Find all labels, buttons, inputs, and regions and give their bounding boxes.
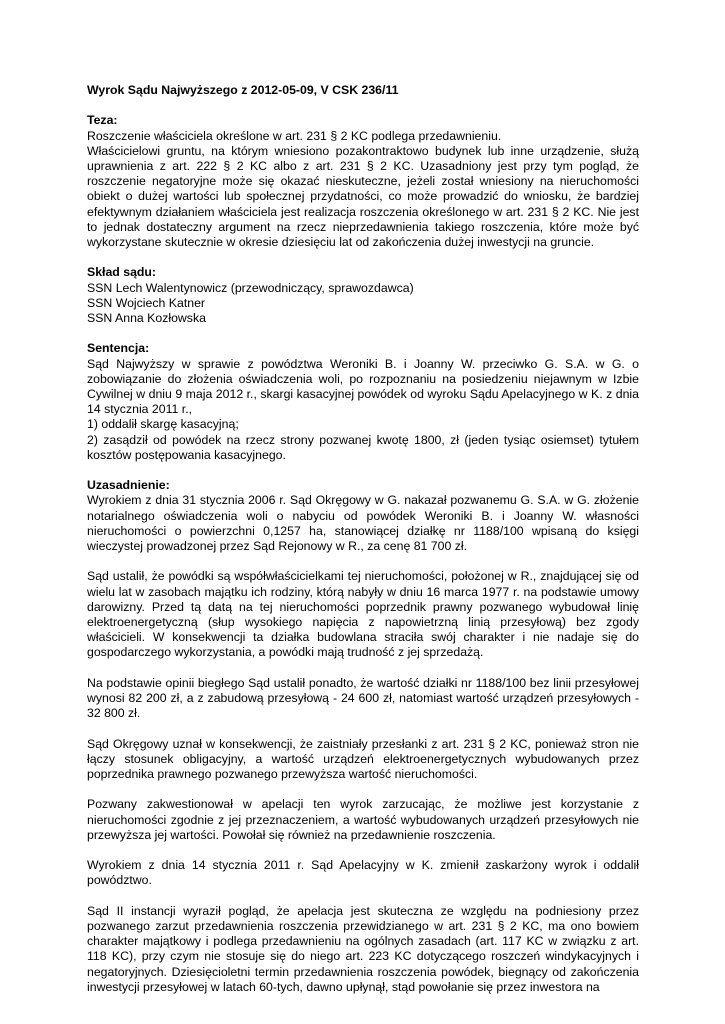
uzasadnienie-paragraph: Sąd Okręgowy uznał w konsekwencji, że zaistniały przesłanki z art. 231 § 2 KC, ponieważ stron nie łączy stosunek obligacyjny, a wartość urządzeń elektroenergetycznych wybudowanych przez poprzednika prawnego pozwanego przewyższa wartość nieruchomości. [87, 736, 639, 782]
sklad-member: SSN Anna Kozłowska [87, 311, 206, 326]
sentencja-point-1: 1) oddalił skargę kasacyjną; [87, 417, 239, 432]
sklad-member: SSN Wojciech Katner [87, 295, 206, 310]
uzasadnienie-section [87, 478, 639, 995]
uzasadnienie-paragraph: Sąd ustalił, że powódki są współwłaścicielkami tej nieruchomości, położonej w R., znajdującej się od wielu lat w zasobach majątku ich rodziny, którą nabyły w dniu 16 marca 1977 r. na podstawie umowy darowizny. Przed tą datą na tej nieruchomości poprzednik prawny pozwanego wybudował linię elektroenergetyczną (słup wysokiego napięcia z napowietrzną linią przesyłową) bez zgody właścicieli. W konsekwencji ta działka budowlana straciła swój charakter i nie nadaje się do gospodarczego wykorzystania, a powódki mają trudność z jej sprzedażą. [87, 569, 639, 660]
document-title: Wyrok Sądu Najwyższego z 2012-05-09, V CSK 236/11 [87, 83, 399, 97]
uzasadnienie-paragraph: Wyrokiem z dnia 31 stycznia 2006 r. Sąd Okręgowy w G. nakazał pozwanemu G. S.A. w G. złożenie notarialnego oświadczenia woli o nabyciu od powódek Weroniki B. i Joanny W. własności nieruchomości o powierzchni 0,1257 ha, stanowiącej działkę nr 1188/100 wpisaną do księgi wieczystej prowadzonej przez Sąd Rejonowy w R., za cenę 81 700 zł. [87, 493, 639, 554]
teza-section [87, 113, 639, 250]
sklad-member: SSN Lech Walentynowicz (przewodniczący, sprawozdawca) [87, 280, 414, 295]
uzasadnienie-paragraph: Wyrokiem z dnia 14 stycznia 2011 r. Sąd Apelacyjny w K. zmienił zaskarżony wyrok i oddalił powództwo. [87, 858, 639, 888]
judgment-text [87, 83, 639, 995]
uzasadnienie-paragraph: Na podstawie opinii biegłego Sąd ustalił ponadto, że wartość działki nr 1188/100 bez linii przesyłowej wynosi 82 200 zł, a z zabudową przesyłową - 24 600 zł, natomiast wartość urządzeń przesyłowych - 32 800 zł. [87, 675, 639, 721]
uzasadnienie-paragraph: Pozwany zakwestionował w apelacji ten wyrok zarzucając, że możliwe jest korzystanie z nieruchomości zgodnie z jej przeznaczeniem, a wartość wybudowanych urządzeń przesyłowych nie przewyższa jej wartości. Powołał się również na przedawnienie roszczenia. [87, 797, 639, 842]
teza-line-1: Roszczenie właściciela określone w art. 231 § 2 KC podlega przedawnieniu. [87, 128, 502, 143]
uzasadnienie-heading: Uzasadnienie: [87, 478, 170, 493]
sentencja-section [87, 341, 639, 463]
sklad-section [87, 265, 639, 326]
teza-paragraph: Właścicielowi gruntu, na którym wniesiono pozakontraktowo budynek lub inne urządzenie, służą uprawnienia z art. 222 § 2 KC albo z art. 231 § 2 KC. Uzasadniony jest przy tym pogląd, że roszczenie negatoryjne może się okazać nieskuteczne, jeżeli został wniesiony na nieruchomości obiekt o dużej wartości lub społecznej przydatności, co może prowadzić do wniosku, że bardziej efektywnym działaniem właściciela jest realizacja roszczenia określonego w art. 231 § 2 KC. Nie jest to jednak dostateczny argument na rzecz nieprzedawnienia takiego roszczenia, które może być wykorzystane skutecznie w okresie dziesięciu lat od zakończenia dużej inwestycji na gruncie. [87, 143, 639, 250]
sentencja-heading: Sentencja: [87, 341, 150, 356]
uzasadnienie-paragraph: Sąd II instancji wyraził pogląd, że apelacja jest skuteczna ze względu na podniesiony przez pozwanego zarzut przedawnienia roszczenia przewidzianego w art. 231 § 2 KC, ma ono bowiem charakter majątkowy i podlega przedawnieniu na ogólnych zasadach (art. 117 KC w związku z art. 118 KC), przy czym nie stosuje się do niego art. 223 KC dotyczącego roszczeń windykacyjnych i negatoryjnych. Dziesięcioletni termin przedawnienia roszczenia powódek, biegnący od zakończenia inwestycji przesyłowej w latach 60-tych, dawno upłynął, stąd powołanie się przez inwestora na [87, 903, 639, 994]
sklad-heading: Skład sądu: [87, 265, 157, 280]
teza-heading: Teza: [87, 113, 118, 128]
sentencja-intro: Sąd Najwyższy w sprawie z powództwa Weroniki B. i Joanny W. przeciwko G. S.A. w G. o zobowiązanie do złożenia oświadczenia woli, po rozpoznaniu na posiedzeniu niejawnym w Izbie Cywilnej w dniu 9 maja 2012 r., skargi kasacyjnej powódek od wyroku Sądu Apelacyjnego w K. z dnia 14 stycznia 2011 r., [87, 356, 639, 417]
sentencja-point-2: 2) zasądził od powódek na rzecz strony pozwanej kwotę 1800, zł (jeden tysiąc osiemset) tytułem kosztów postępowania kasacyjnego. [87, 432, 639, 462]
